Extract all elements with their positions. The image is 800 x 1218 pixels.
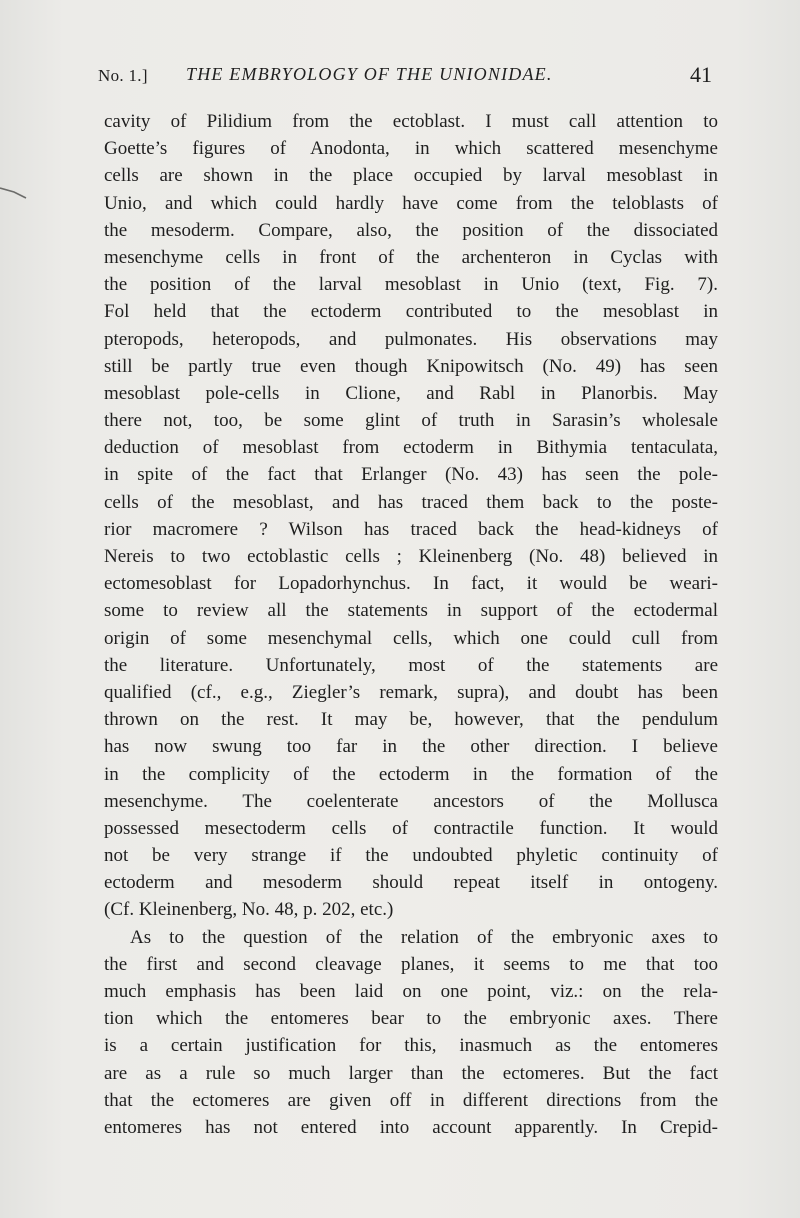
text-line: the literature. Unfortunately, most of the statements are — [104, 654, 718, 676]
text-line-paragraph-start: As to the question of the relation of the embryonic axes to — [130, 926, 718, 948]
text-line: tion which the entomeres bear to the embryonic axes. There — [104, 1008, 718, 1030]
text-line: not be very strange if the undoubted phyletic continuity of — [104, 845, 718, 867]
text-line: the position of the larval mesoblast in Unio (text, Fig. 7). — [104, 274, 718, 296]
text-line: ectoderm and mesoderm should repeat itself in ontogeny. — [104, 872, 718, 894]
text-line: mesoblast pole-cells in Clione, and Rabl in Planorbis. May — [104, 382, 718, 404]
text-line: much emphasis has been laid on one point, viz.: on the rela- — [104, 981, 718, 1002]
text-line: Unio, and which could hardly have come from the teloblasts of — [104, 192, 718, 214]
text-line: possessed mesectoderm cells of contractile function. It would — [104, 817, 718, 839]
text-line: has now swung too far in the other direction. I believe — [104, 736, 718, 758]
text-line: are as a rule so much larger than the ectomeres. But the fact — [104, 1062, 718, 1084]
journal-number: No. 1.] — [98, 66, 148, 85]
text-line: ectomesoblast for Lopadorhynchus. In fact, it would be weari- — [104, 573, 718, 595]
text-line: cavity of Pilidium from the ectoblast. I must call attention to — [104, 111, 718, 132]
text-line: thrown on the rest. It may be, however, that the pendulum — [104, 709, 718, 731]
text-line: pteropods, heteropods, and pulmonates. His observations may — [104, 328, 718, 350]
margin-pencil-mark — [0, 186, 28, 200]
text-line: some to review all the statements in support of the ectodermal — [104, 600, 718, 622]
text-line: origin of some mesenchymal cells, which one could cull from — [104, 627, 718, 649]
text-line: mesenchyme cells in front of the archenteron in Cyclas with — [104, 246, 718, 268]
text-line: there not, too, be some glint of truth in Sarasin’s wholesale — [104, 410, 718, 432]
text-line: Nereis to two ectoblastic cells ; Kleinenberg (No. 48) believed in — [104, 546, 718, 567]
text-line: cells of the mesoblast, and has traced them back to the poste- — [104, 491, 718, 513]
text-line: deduction of mesoblast from ectoderm in Bithymia tentaculata, — [104, 437, 718, 459]
text-line: in the complicity of the ectoderm in the formation of the — [104, 763, 718, 785]
text-line: cells are shown in the place occupied by larval mesoblast in — [104, 165, 718, 187]
text-line: rior macromere ? Wilson has traced back the head-kidneys of — [104, 518, 718, 540]
text-line: mesenchyme. The coelenterate ancestors of the Mollusca — [104, 790, 718, 812]
text-line: Goette’s figures of Anodonta, in which scattered mesenchyme — [104, 138, 718, 160]
text-line: Fol held that the ectoderm contributed to the mesoblast in — [104, 301, 718, 323]
body-text — [104, 108, 718, 1141]
text-line: the mesoderm. Compare, also, the position of the dissociated — [104, 219, 718, 241]
page-number: 41 — [690, 62, 712, 87]
text-line-paragraph-end: (Cf. Kleinenberg, No. 48, p. 202, etc.) — [104, 899, 394, 921]
text-line: qualified (cf., e.g., Ziegler’s remark, supra), and doubt has been — [104, 681, 718, 703]
running-title: THE EMBRYOLOGY OF THE UNIONIDAE. — [186, 64, 553, 84]
text-line: is a certain justification for this, inasmuch as the entomeres — [104, 1035, 718, 1057]
text-line: entomeres has not entered into account apparently. In Crepid- — [104, 1116, 718, 1138]
text-line: in spite of the fact that Erlanger (No. 43) has seen the pole- — [104, 464, 718, 486]
text-line: still be partly true even though Knipowitsch (No. 49) has seen — [104, 355, 718, 377]
text-line: the first and second cleavage planes, it seems to me that too — [104, 953, 718, 975]
text-line: that the ectomeres are given off in different directions from the — [104, 1089, 718, 1111]
running-head — [98, 60, 712, 94]
